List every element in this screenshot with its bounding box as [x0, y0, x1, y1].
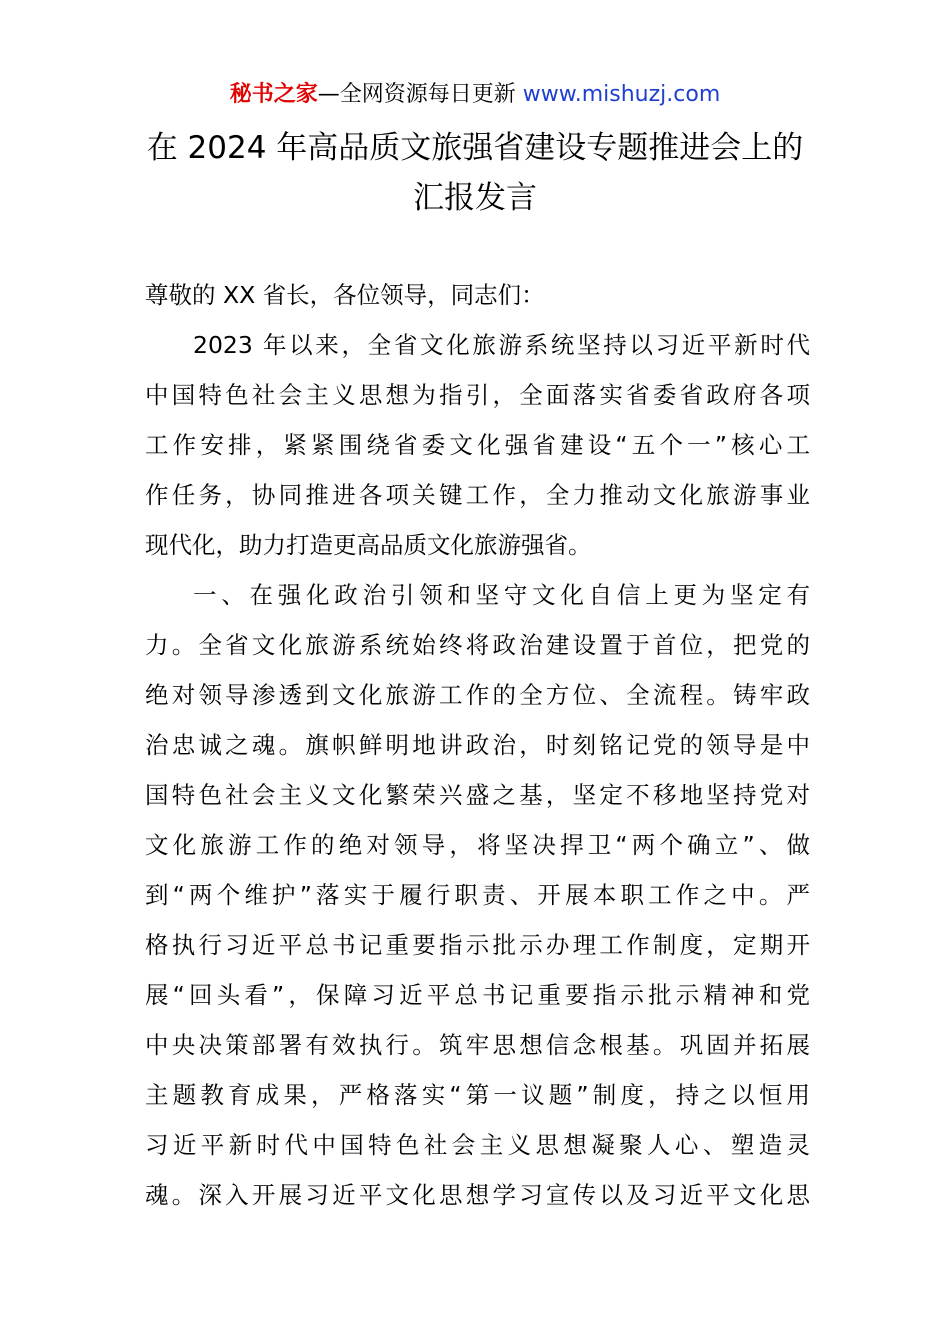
- paragraph-line: 中国特色社会主义思想为指引，全面落实省委省政府各项: [145, 381, 810, 409]
- salutation: 尊敬的 XX 省长，各位领导，同志们：: [145, 281, 545, 309]
- paragraph-section-1: [145, 570, 810, 1220]
- paragraph-line: 中央决策部署有效执行。筑牢思想信念根基。巩固并拓展: [145, 1031, 810, 1059]
- banner-tagline: —全网资源每日更新: [317, 82, 523, 107]
- paragraph-line: 国特色社会主义文化繁荣兴盛之基，坚定不移地坚持党对: [145, 781, 810, 809]
- banner-url[interactable]: www.mishuzj.com: [522, 82, 721, 107]
- paragraph-line: 工作安排，紧紧围绕省委文化强省建设“五个一”核心工: [145, 431, 810, 459]
- paragraph-line: 绝对领导渗透到文化旅游工作的全方位、全流程。铸牢政: [145, 681, 810, 709]
- paragraph-line: 到“两个维护”落实于履行职责、开展本职工作之中。严: [145, 881, 810, 909]
- paragraph-line: 文化旅游工作的绝对领导，将坚决捍卫“两个确立”、做: [145, 831, 810, 859]
- paragraph-line: 展“回头看”，保障习近平总书记重要指示批示精神和党: [145, 981, 810, 1009]
- paragraph-line: 习近平新时代中国特色社会主义思想凝聚人心、塑造灵: [145, 1131, 810, 1159]
- title-line-1: 在 2024 年高品质文旅强省建设专题推进会上的: [146, 130, 804, 166]
- paragraph-line: 治忠诚之魂。旗帜鲜明地讲政治，时刻铭记党的领导是中: [145, 731, 810, 759]
- site-banner: [0, 80, 950, 110]
- paragraph-line: 2023 年以来，全省文化旅游系统坚持以习近平新时代: [193, 331, 810, 359]
- banner-brand: 秘书之家: [229, 82, 318, 107]
- document-body: [145, 270, 810, 1220]
- paragraph-line: 力。全省文化旅游系统始终将政治建设置于首位，把党的: [145, 631, 810, 659]
- title-line-2: 汇报发言: [413, 180, 537, 216]
- document-title: [100, 123, 850, 223]
- paragraph-line: 魂。深入开展习近平文化思想学习宣传以及习近平文化思: [145, 1181, 810, 1209]
- paragraph-line: 主题教育成果，严格落实“第一议题”制度，持之以恒用: [145, 1081, 810, 1109]
- paragraph-line: 现代化，助力打造更高品质文化旅游强省。: [145, 531, 592, 559]
- paragraph-line: 格执行习近平总书记重要指示批示办理工作制度，定期开: [145, 931, 810, 959]
- paragraph-intro: [145, 320, 810, 570]
- paragraph-line: 一、在强化政治引领和坚守文化自信上更为坚定有: [193, 581, 810, 609]
- paragraph-line: 作任务，协同推进各项关键工作，全力推动文化旅游事业: [145, 481, 810, 509]
